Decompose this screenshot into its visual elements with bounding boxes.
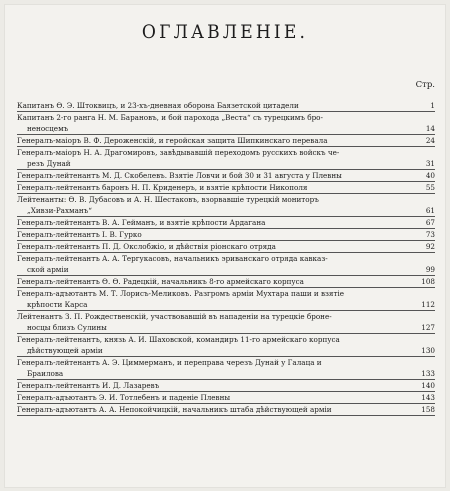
- toc-entry: [17, 334, 435, 356]
- toc-entry-text: Генералъ-адъютантъ М. Т. Лорисъ-Меликовъ. Разгромъ арміи Мухтара паши и взятіе: [17, 289, 344, 298]
- toc-entry-text: Лейтенанты: Ѳ. В. Дубасовъ и А. Н. Шестаковъ, взорвавшіе турецкій мониторъ: [17, 195, 319, 204]
- toc-entry: [17, 253, 435, 275]
- toc-entry: [17, 112, 435, 134]
- toc-entry-text: Генералъ-маіоръ Н. А. Драгомировъ, завѣдывавшій переходомъ русскихъ войскъ че-: [17, 148, 340, 157]
- toc-entry-page: 112: [421, 300, 435, 309]
- toc-entry-text: Генералъ-адъютантъ А. А. Непокойчицкій, начальникъ штаба дѣйствующей арміи: [17, 405, 332, 414]
- toc-entry-text: дѣйствующей арміи: [27, 346, 103, 355]
- toc-entry-page: 61: [425, 206, 435, 215]
- toc-entry: [17, 217, 435, 228]
- toc-entry: [17, 229, 435, 240]
- toc-entry-page: 67: [425, 218, 435, 227]
- toc-entry-text: Лейтенантъ З. П. Рождественскій, участвовавшій въ нападеніи на турецкіе броне-: [17, 312, 332, 321]
- toc-entry-page: 14: [425, 124, 435, 133]
- toc-entry-text: неносцемъ: [27, 124, 69, 133]
- toc-entry: [17, 194, 435, 216]
- toc-entry: [17, 241, 435, 252]
- toc-entry: [17, 380, 435, 391]
- toc-entry-page: 140: [421, 381, 435, 390]
- toc-entry-text: Генералъ-лейтенантъ М. Д. Скобелевъ. Взятіе Ловчи и бой 30 и 31 августа у Плевны: [17, 171, 342, 180]
- toc-entry-text: Браилова: [27, 369, 64, 378]
- toc-entry: [17, 392, 435, 403]
- toc-entry-text: Генералъ-лейтенантъ баронъ Н. П. Криденеръ, и взятіе крѣпости Никополя: [17, 183, 308, 192]
- toc-entry-page: 143: [421, 393, 435, 402]
- toc-entry-text: Капитанъ 2-го ранга Н. М. Барановъ, и бой парохода „Веста“ съ турецкимъ бро-: [17, 113, 323, 122]
- toc-entry-page: 92: [425, 242, 435, 251]
- toc-entry-page: 133: [421, 369, 435, 378]
- toc-entry: [17, 288, 435, 310]
- toc-entry-text: Капитанъ Ѳ. Э. Штоквицъ, и 23-хъ-дневная оборона Баязетской цитадели: [17, 101, 299, 110]
- toc-entry-text: Генералъ-маіоръ В. Ф. Дероженскій, и геройская защита Шипкинскаго перевала: [17, 136, 328, 145]
- toc-entry-page: 127: [421, 323, 435, 332]
- toc-entry-text: ской арміи: [27, 265, 69, 274]
- toc-entry: [17, 276, 435, 287]
- toc-entry-page: 130: [421, 346, 435, 355]
- toc-entry-text: резъ Дунай: [27, 159, 71, 168]
- page-column-label: Стр.: [415, 80, 435, 90]
- toc-entry: [17, 404, 435, 415]
- toc-entry-text: Генералъ-лейтенантъ І. В. Гурко: [17, 230, 142, 239]
- toc-entry-page: 40: [425, 171, 435, 180]
- toc-entry: [17, 357, 435, 379]
- book-page: [4, 4, 446, 488]
- toc-entry-text: Генералъ-лейтенантъ И. Д. Лазаревъ: [17, 381, 160, 390]
- toc-entry-text: „Хивзи-Рахманъ“: [27, 206, 92, 215]
- toc-entry-page: 55: [425, 183, 435, 192]
- toc-entry: [17, 311, 435, 333]
- toc-entry-text: Генералъ-лейтенантъ, князь А. И. Шаховской, командиръ 11-го армейскаго корпуса: [17, 335, 340, 344]
- toc-entry: [17, 170, 435, 181]
- toc-entry-text: носцы близъ Сулины: [27, 323, 107, 332]
- toc-entry: [17, 100, 435, 111]
- toc-entry-page: 158: [421, 405, 435, 414]
- toc-entry-page: 73: [425, 230, 435, 239]
- toc-entry-page: 99: [425, 265, 435, 274]
- toc-entry: [17, 182, 435, 193]
- toc-entry-text: Генералъ-лейтенантъ А. А. Тергукасовъ, начальникъ эриванскаго отряда кавказ-: [17, 254, 328, 263]
- toc-entry-text: Генералъ-лейтенантъ А. Э. Циммерманъ, и переправа черезъ Дунай у Галаца и: [17, 358, 322, 367]
- toc-entry: [17, 147, 435, 169]
- entry-divider: [17, 415, 435, 416]
- toc-entry: [17, 135, 435, 146]
- toc-entry-text: Генералъ-лейтенантъ Ѳ. Ѳ. Радецкій, начальникъ 8-го армейскаго корпуса: [17, 277, 304, 286]
- toc-entry-page: 24: [425, 136, 435, 145]
- toc-entry-page: 1: [430, 101, 435, 110]
- toc-entry-page: 31: [425, 159, 435, 168]
- page-title: ОГЛАВЛЕНІЕ.: [141, 21, 309, 43]
- toc-entry-text: Генералъ-адъютантъ Э. И. Тотлебенъ и паденіе Плевны: [17, 393, 231, 402]
- toc-entry-text: крѣпости Карса: [27, 300, 88, 309]
- toc-entry-page: 108: [421, 277, 435, 286]
- toc-entry-text: Генералъ-лейтенантъ П. Д. Окслобжіо, и дѣйствія ріонскаго отряда: [17, 242, 276, 251]
- contents-list: [17, 100, 435, 416]
- toc-entry-text: Генералъ-лейтенантъ В. А. Гейманъ, и взятіе крѣпости Ардагана: [17, 218, 266, 227]
